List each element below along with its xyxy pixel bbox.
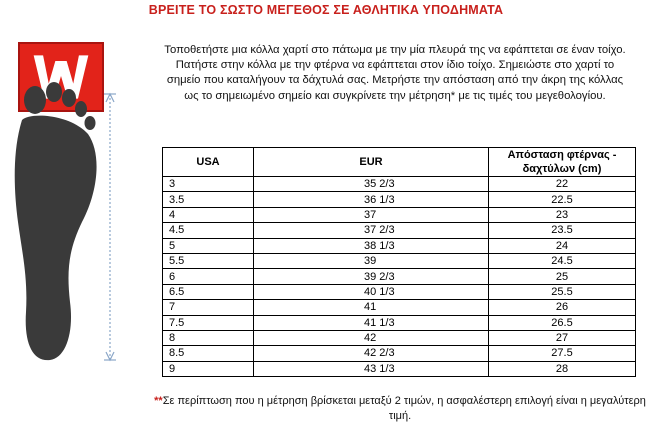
cell-cm: 25.5 xyxy=(489,284,636,299)
footprint-icon xyxy=(15,82,97,360)
table-header-row xyxy=(163,148,636,177)
cell-cm: 24.5 xyxy=(489,253,636,268)
cell-eur: 40 1/3 xyxy=(254,284,489,299)
table-row xyxy=(163,300,636,315)
table-row xyxy=(163,253,636,268)
cell-eur: 42 xyxy=(254,330,489,345)
table-row xyxy=(163,361,636,376)
cell-eur: 43 1/3 xyxy=(254,361,489,376)
cell-cm: 27.5 xyxy=(489,346,636,361)
cell-usa: 9 xyxy=(163,361,254,376)
header-heel-toe-distance: Απόσταση φτέρνας - δαχτύλων (cm) xyxy=(489,148,636,177)
cell-usa: 4 xyxy=(163,207,254,222)
cell-usa: 7.5 xyxy=(163,315,254,330)
cell-cm: 23 xyxy=(489,207,636,222)
cell-cm: 25 xyxy=(489,269,636,284)
footnote xyxy=(150,394,650,424)
cell-cm: 26.5 xyxy=(489,315,636,330)
table-row xyxy=(163,223,636,238)
size-chart-table xyxy=(162,147,636,377)
cell-eur: 41 xyxy=(254,300,489,315)
cell-usa: 3 xyxy=(163,177,254,192)
page-title: ΒΡΕΙΤΕ ΤΟ ΣΩΣΤΟ ΜΕΓΕΘΟΣ ΣΕ ΑΘΛΗΤΙΚΑ ΥΠΟΔΗΜΑΤΑ xyxy=(148,3,504,17)
table-row xyxy=(163,238,636,253)
table-row xyxy=(163,177,636,192)
table-row xyxy=(163,284,636,299)
table-row xyxy=(163,192,636,207)
cell-cm: 22 xyxy=(489,177,636,192)
cell-usa: 5 xyxy=(163,238,254,253)
footnote-text: Σε περίπτωση που η μέτρηση βρίσκεται μεταξύ 2 τιμών, η ασφαλέστερη επιλογή είναι η μεγαλύτερη τιμή. xyxy=(162,395,646,422)
cell-eur: 37 xyxy=(254,207,489,222)
cell-eur: 37 2/3 xyxy=(254,223,489,238)
cell-cm: 26 xyxy=(489,300,636,315)
table-row xyxy=(163,269,636,284)
cell-eur: 39 2/3 xyxy=(254,269,489,284)
cell-eur: 36 1/3 xyxy=(254,192,489,207)
cell-eur: 38 1/3 xyxy=(254,238,489,253)
measurement-line xyxy=(104,94,116,360)
header-usa: USA xyxy=(163,148,254,177)
cell-usa: 3.5 xyxy=(163,192,254,207)
cell-usa: 6 xyxy=(163,269,254,284)
cell-eur: 35 2/3 xyxy=(254,177,489,192)
cell-usa: 8 xyxy=(163,330,254,345)
cell-usa: 6.5 xyxy=(163,284,254,299)
cell-eur: 39 xyxy=(254,253,489,268)
cell-cm: 27 xyxy=(489,330,636,345)
header-eur: EUR xyxy=(254,148,489,177)
cell-eur: 42 2/3 xyxy=(254,346,489,361)
table-row xyxy=(163,346,636,361)
cell-cm: 28 xyxy=(489,361,636,376)
table-row xyxy=(163,330,636,345)
cell-usa: 5.5 xyxy=(163,253,254,268)
cell-cm: 22.5 xyxy=(489,192,636,207)
table-row xyxy=(163,315,636,330)
table-row xyxy=(163,207,636,222)
footnote-asterisks: ** xyxy=(154,395,163,407)
foot-diagram xyxy=(0,42,140,372)
cell-cm: 23.5 xyxy=(489,223,636,238)
cell-cm: 24 xyxy=(489,238,636,253)
cell-eur: 41 1/3 xyxy=(254,315,489,330)
instructions-text: Τοποθετήστε μια κόλλα χαρτί στο πάτωμα με την μία πλευρά της να εφάπτεται σε έναν τοίχο. Πατήστε στην κόλλα με την φτέρνα να εφάπτεται στον ίδιο τοίχο. Σημειώστε στο χαρτί το σημείο που καταλήγουν τα δάχτυλά σας. Μετρήστε την απόσταση από την άκρη της κόλλας ως το σημειωμένο σημείο και συγκρίνετε την μέτρηση* με τις τιμές του μεγεθολογίου. xyxy=(164,44,626,102)
cell-usa: 8.5 xyxy=(163,346,254,361)
cell-usa: 7 xyxy=(163,300,254,315)
cell-usa: 4.5 xyxy=(163,223,254,238)
